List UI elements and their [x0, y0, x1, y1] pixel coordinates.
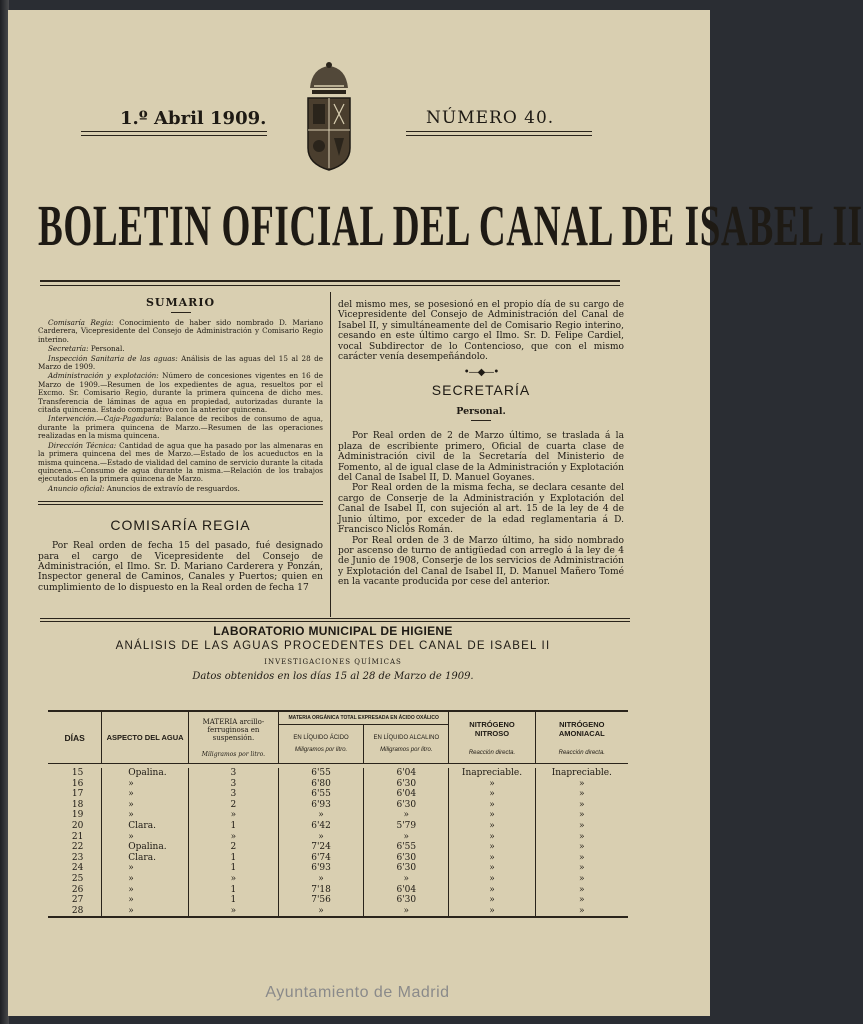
table-cell: 6'30	[364, 800, 449, 811]
date-underline	[81, 131, 267, 136]
table-cell: Opalina.	[102, 842, 189, 853]
col-header-materia-organica: MATERIA ORGÁNICA TOTAL EXPRESADA EN ÁCIDO OXÁLICO	[278, 711, 448, 725]
number-underline	[406, 131, 592, 136]
sumario-rule	[38, 501, 323, 502]
table-cell: 20	[48, 821, 102, 832]
title-rule-thin	[40, 285, 620, 286]
table-cell: 23	[48, 853, 102, 864]
left-column	[38, 292, 323, 593]
table-cell: 6'30	[364, 863, 449, 874]
table-cell: »	[449, 895, 535, 906]
table-cell: 27	[48, 895, 102, 906]
comisaria-body	[38, 541, 323, 593]
table-cell: Inapreciable.	[551, 768, 612, 778]
sumario-item: Administración y explotación: Número de concesiones vigentes en 16 de Marzo de 1909.—Resumen de los expedientes de agua, resueltos por el Excmo. Sr. Comisario Regio, durante la primera quincena de dicho mes. Transferencia de láminas de agua en propiedad, autorizadas durante la citada quincena. Estado comparativo con la anterior quincena.	[38, 371, 323, 415]
laboratory-section	[38, 624, 628, 682]
table-cell: »	[449, 821, 535, 832]
table-cell: 6'04	[364, 789, 449, 800]
right-column	[338, 300, 624, 588]
document-page	[8, 10, 863, 1016]
table-cell: »	[102, 863, 189, 874]
watermark: Ayuntamiento de Madrid	[265, 984, 450, 1001]
table-cell: 2	[188, 800, 278, 811]
table-row	[48, 895, 628, 906]
table-row	[48, 779, 628, 790]
table-cell: »	[278, 906, 363, 918]
table-cell: »	[449, 800, 535, 811]
secretaria-heading: SECRETARÍA	[431, 382, 531, 399]
table-cell: »	[364, 906, 449, 918]
table-cell: 6'30	[364, 895, 449, 906]
table-cell: »	[102, 874, 189, 885]
data-period: Datos obtenidos en los días 15 al 28 de Marzo de 1909.	[192, 671, 474, 682]
table-cell: 7'18	[278, 885, 363, 896]
table-cell: 25	[48, 874, 102, 885]
secretaria-paragraph: Por Real orden de 2 de Marzo último, se traslada á la plaza de escribiente primero, Oficial de cuarta clase de Administración civil de la Secretaría del Ministerio de Fomento, al de igual clase de la Administración y Explotación del Canal de Isabel II, D. Manuel Goyanes.	[338, 431, 624, 484]
analysis-heading: ANÁLISIS DE LAS AGUAS PROCEDENTES DEL CANAL DE ISABEL II	[115, 640, 551, 652]
table-cell: 15	[48, 768, 102, 779]
table-cell: »	[579, 873, 585, 884]
section-rule-2	[40, 621, 630, 622]
table-cell: 22	[48, 842, 102, 853]
sumario-list	[38, 319, 323, 493]
table-row	[48, 863, 628, 874]
table-cell: 6'04	[364, 885, 449, 896]
table-row	[48, 842, 628, 853]
continuation-paragraph: del mismo mes, se posesionó en el propio día de su cargo de Vicepresidente del Consejo de Administración del Canal de Isabel II, y simultáneamente del de Comisario Regio interino, cesando en este último cargo el Ilmo. Sr. D. Felipe Cardiel, vocal Subdirector de lo Contencioso, que con el mismo carácter venía desempeñándolo.	[338, 300, 624, 363]
table-cell: »	[188, 906, 278, 918]
sumario-item: Intervención.—Caja-Pagaduría: Balance de recibos de consumo de agua, durante la primera quincena de Marzo.—Resumen de las operaciones realizadas en la misma quincena.	[38, 414, 323, 441]
table-cell: 17	[48, 789, 102, 800]
table-cell: 5'79	[364, 821, 449, 832]
table-cell: »	[449, 842, 535, 853]
table-cell: »	[102, 789, 189, 800]
table-row	[48, 832, 628, 843]
table-cell: »	[579, 842, 585, 853]
table-cell: »	[102, 832, 189, 843]
table-cell: »	[449, 863, 535, 874]
table-cell: »	[102, 895, 189, 906]
investigations-label: INVESTIGACIONES QUÍMICAS	[264, 658, 402, 666]
table-cell: »	[579, 799, 585, 810]
table-cell: »	[579, 905, 585, 916]
secretaria-paragraph: Por Real orden de 3 de Marzo último, ha sido nombrado por ascenso de turno de antigüedad con arreglo á la ley de 4 de Junio de 1908, Conserje de los servicios de Administración y Explotación del Canal de Isabel II, D. Manuel Mañero Tomé en la vacante producida por cese del anterior.	[338, 535, 624, 588]
col-header-dias: DÍAS	[48, 711, 102, 764]
table-cell: 26	[48, 885, 102, 896]
col-header-aspecto: ASPECTO DEL AGUA	[102, 711, 189, 764]
table-row	[48, 810, 628, 821]
table-cell: Clara.	[102, 853, 189, 864]
sumario-heading: SUMARIO	[145, 296, 216, 309]
table-cell: »	[449, 853, 535, 864]
table-cell: »	[579, 895, 585, 906]
right-continuation	[338, 300, 624, 362]
table-cell: 3	[188, 779, 278, 790]
table-cell: 6'93	[278, 863, 363, 874]
personal-dash	[471, 420, 491, 421]
table-cell: 6'55	[278, 789, 363, 800]
analysis-table	[48, 710, 628, 920]
table-cell: 16	[48, 779, 102, 790]
table-cell: »	[449, 810, 535, 821]
table-cell: 18	[48, 800, 102, 811]
sumario-item: Anuncio oficial: Anuncios de extravío de resguardos.	[48, 483, 240, 493]
table-cell: 6'30	[364, 853, 449, 864]
table-cell: 6'80	[278, 779, 363, 790]
table-row	[48, 885, 628, 896]
table-cell: »	[579, 820, 585, 831]
table-row	[48, 821, 628, 832]
comisaria-heading: COMISARÍA REGIA	[110, 517, 251, 534]
table-cell: »	[188, 874, 278, 885]
col-header-nitrogeno-nitroso: NITRÓGENO NITROSO Reacción directa.	[449, 711, 535, 764]
secretaria-body	[338, 431, 624, 587]
table-cell: »	[579, 789, 585, 800]
table-cell: 7'24	[278, 842, 363, 853]
table-cell: »	[449, 779, 535, 790]
table-cell: »	[364, 874, 449, 885]
table-cell: 1	[188, 885, 278, 896]
table-cell: »	[579, 831, 585, 842]
table-cell: »	[449, 874, 535, 885]
table-cell: »	[102, 885, 189, 896]
table-row	[48, 853, 628, 864]
table-cell: »	[278, 874, 363, 885]
coat-of-arms-icon	[300, 60, 358, 180]
table-cell: »	[278, 832, 363, 843]
sumario-item: Comisaría Regia: Conocimiento de haber sido nombrado D. Mariano Carderera, Vicepresidente del Consejo de Administración y Comisario Regio interino.	[38, 318, 323, 344]
table-cell: 6'04	[364, 768, 449, 779]
sumario-item: Inspección Sanitaria de las aguas: Análisis de las aguas del 15 al 28 de Marzo de 1909.	[38, 353, 323, 372]
newspaper-title: BOLETIN OFICIAL DEL CANAL DE ISABEL II	[38, 193, 863, 258]
table-cell: »	[579, 863, 585, 874]
table-cell: »	[102, 810, 189, 821]
table-cell: 28	[48, 906, 102, 918]
table-body	[48, 768, 628, 917]
table-cell: 6'30	[364, 779, 449, 790]
table-cell: »	[364, 832, 449, 843]
table-cell: 21	[48, 832, 102, 843]
table-cell: »	[102, 800, 189, 811]
col-header-nitrogeno-amoniacal: NITRÓGENO AMONIACAL Reacción directa.	[558, 719, 605, 756]
table-row	[48, 768, 628, 779]
section-rule	[40, 618, 630, 619]
table-row	[48, 874, 628, 885]
issue-number: NÚMERO 40.	[426, 108, 555, 128]
table-cell: »	[188, 832, 278, 843]
table-cell: 19	[48, 810, 102, 821]
col-header-materia: MATERIA arcillo-ferruginosa en suspensión. Miligramos por litro.	[188, 711, 278, 764]
table-cell: 3	[188, 789, 278, 800]
table-cell: »	[278, 810, 363, 821]
laboratory-heading: LABORATORIO MUNICIPAL DE HIGIENE	[213, 624, 453, 638]
table-cell: 6'55	[364, 842, 449, 853]
table-cell: 6'93	[278, 800, 363, 811]
table-cell: 1	[188, 853, 278, 864]
sumario-dash	[171, 312, 191, 313]
column-divider	[330, 292, 331, 617]
table-cell: 6'55	[278, 768, 363, 779]
table-cell: »	[102, 779, 189, 790]
table-cell: Clara.	[102, 821, 189, 832]
table-cell: 3	[188, 768, 278, 779]
ornament: •—◆—•	[463, 367, 499, 379]
table-cell: »	[449, 832, 535, 843]
table-cell: 2	[188, 842, 278, 853]
table-row	[48, 906, 628, 918]
table-cell: 1	[188, 895, 278, 906]
personal-subheading: Personal.	[456, 406, 506, 418]
table-row	[48, 789, 628, 800]
table-cell: »	[364, 810, 449, 821]
table-cell: 6'74	[278, 853, 363, 864]
col-header-alcalino: EN LÍQUIDO ALCALINO Miligramos por litro.	[364, 725, 449, 764]
table-cell: »	[449, 906, 535, 918]
title-rule-thick	[40, 280, 620, 282]
issue-date: 1.º Abril 1909.	[120, 108, 267, 129]
sumario-item: Secretaría: Personal.	[48, 344, 125, 354]
sumario-rule-2	[38, 504, 323, 505]
table-cell: »	[579, 778, 585, 789]
table-cell: Opalina.	[102, 768, 189, 779]
table-cell: »	[102, 906, 189, 918]
secretaria-paragraph: Por Real orden de la misma fecha, se declara cesante del cargo de Conserje de la Administración y Explotación del Canal de Isabel II, con sujeción al art. 15 de la ley de 4 de Junio último, por exceder de la edad reglamentaria á D. Francisco Niclós Román.	[338, 483, 624, 536]
table-cell: »	[449, 885, 535, 896]
comisaria-paragraph: Por Real orden de fecha 15 del pasado, fué designado para el cargo de Vicepresidente del Consejo de Administración, el Ilmo. Sr. D. Mariano Carderera y Ponzán, Inspector general de Caminos, Canales y Puertos; quien en cumplimiento de lo dispuesto en la Real orden de fecha 17	[38, 541, 323, 593]
sumario-item: Dirección Técnica: Cantidad de agua que ha pasado por las almenaras en la primera quincena del mes de Marzo.—Estado de los acueductos en la misma quincena.—Estado de vialidad del camino de servicio durante la citada quincena.—Consumo de agua durante la misma.—Relación de los trabajos ejecutados en la primera quincena de Marzo.	[38, 440, 323, 484]
table-row	[48, 800, 628, 811]
table-cell: 1	[188, 863, 278, 874]
table-cell: »	[579, 852, 585, 863]
table-cell: »	[579, 810, 585, 821]
table-cell: »	[188, 810, 278, 821]
table-cell: 7'56	[278, 895, 363, 906]
table-cell: Inapreciable.	[449, 768, 535, 779]
table-cell: 24	[48, 863, 102, 874]
table-cell: 1	[188, 821, 278, 832]
col-header-acido: EN LÍQUIDO ÁCIDO Miligramos por litro.	[278, 725, 363, 764]
table-cell: »	[449, 789, 535, 800]
table-cell: 6'42	[278, 821, 363, 832]
table-cell: »	[579, 884, 585, 895]
faded-top-line	[30, 72, 690, 73]
